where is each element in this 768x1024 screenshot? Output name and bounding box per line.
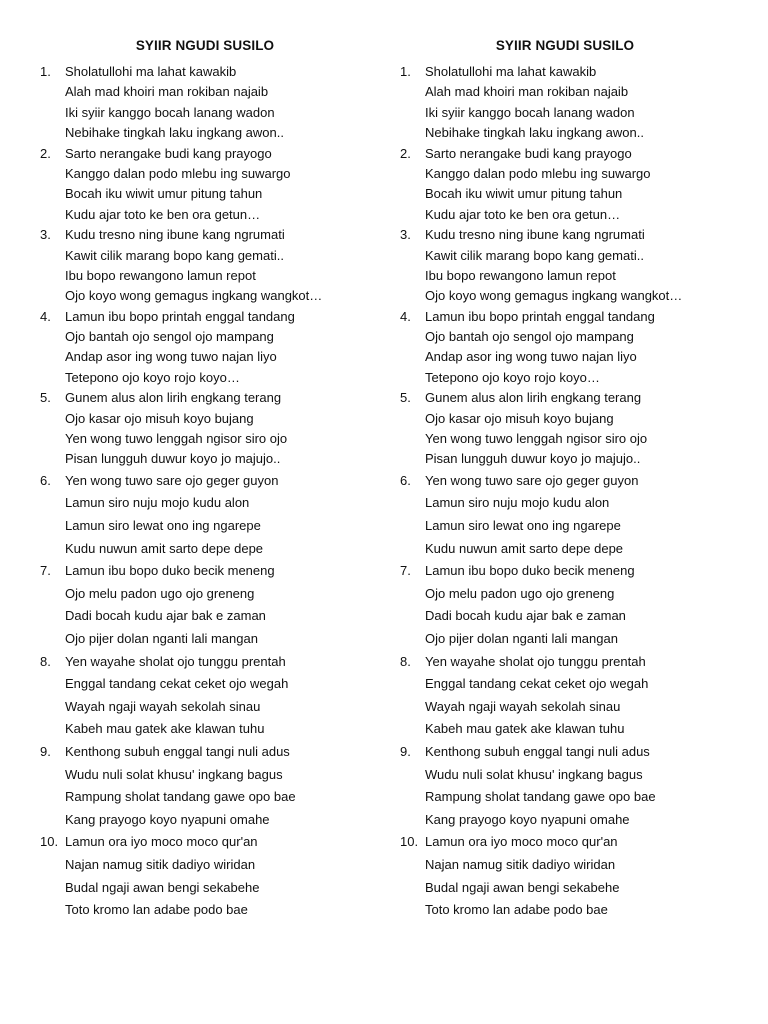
verse-line — [400, 764, 760, 787]
verse-text: Kang prayogo koyo nyapuni omahe — [65, 811, 270, 827]
verse-text: Najan namug sitik dadiyo wiridan — [65, 856, 256, 872]
verse-text: Kawit cilik marang bopo kang gemati.. — [425, 247, 644, 263]
verse-line — [40, 831, 400, 854]
stanza-number: 8. — [400, 653, 411, 669]
verse-line — [400, 164, 760, 184]
stanza-number: 2. — [400, 145, 411, 161]
verse-text: Gunem alus alon lirih engkang terang — [65, 390, 282, 406]
stanza-number: 3. — [400, 227, 411, 243]
verse-text: Toto kromo lan adabe podo bae — [65, 902, 248, 918]
stanza-number: 1. — [400, 64, 411, 79]
verse-text: Lamun ibu bopo duko becik meneng — [65, 563, 275, 579]
verse-text: Ojo pijer dolan nganti lali mangan — [65, 630, 258, 646]
verse-line — [40, 854, 400, 877]
stanza-number: 3. — [40, 227, 51, 243]
verse-line — [40, 877, 400, 900]
stanza-number: 9. — [40, 743, 51, 759]
verse-text: Lamun siro lewat ono ing ngarepe — [425, 518, 621, 533]
verse-line — [400, 246, 760, 266]
verse-text: Lamun ora iyo moco moco qur'an — [65, 834, 258, 850]
stanza — [40, 62, 400, 144]
verse-line — [400, 628, 760, 651]
stanza — [40, 651, 400, 741]
verse-text: Najan namug sitik dadiyo wiridan — [425, 856, 616, 872]
verse-line — [40, 449, 400, 469]
verse-text: Kudu tresno ning ibune kang ngrumati — [425, 227, 645, 243]
stanza-number: 6. — [40, 472, 51, 488]
verse-text: Ojo koyo wong gemagus ingkang wangkot… — [65, 288, 323, 304]
verse-text: Bocah iku wiwit umur pitung tahun — [425, 186, 623, 202]
verse-line — [400, 307, 760, 327]
verse-text: Enggal tandang cekat ceket ojo wegah — [425, 676, 649, 692]
verse-line — [400, 492, 760, 515]
stanza-number: 4. — [40, 308, 51, 324]
verse-text: Kang prayogo koyo nyapuni omahe — [425, 811, 630, 827]
verse-text: Ojo bantah ojo sengol ojo mampang — [65, 329, 274, 345]
verse-text: Iki syiir kanggo bocah lanang wadon — [65, 104, 275, 120]
verse-line — [400, 225, 760, 245]
verse-line — [40, 429, 400, 449]
verse-text: Iki syiir kanggo bocah lanang wadon — [425, 104, 635, 120]
verse-line — [40, 741, 400, 764]
verse-text: Toto kromo lan adabe podo bae — [425, 902, 608, 918]
verse-line — [400, 449, 760, 469]
verse-line — [40, 899, 400, 922]
stanza-number: 7. — [40, 563, 51, 579]
stanza — [400, 307, 760, 389]
verse-line — [400, 696, 760, 719]
stanza — [400, 388, 760, 470]
verse-line — [40, 560, 400, 583]
verse-text: Kanggo dalan podo mlebu ing suwargo — [425, 165, 651, 181]
verse-line — [40, 123, 400, 143]
verse-line — [40, 470, 400, 493]
verse-text: Enggal tandang cekat ceket ojo wegah — [65, 676, 289, 692]
verse-line — [40, 82, 400, 102]
stanza — [400, 144, 760, 226]
verse-line — [40, 764, 400, 787]
stanza — [400, 62, 760, 144]
stanza — [40, 741, 400, 831]
verse-line — [400, 62, 760, 82]
verse-line — [40, 184, 400, 204]
verse-line — [40, 651, 400, 674]
verse-line — [400, 205, 760, 225]
verse-text: Rampung sholat tandang gawe opo bae — [425, 789, 656, 805]
verse-line — [40, 786, 400, 809]
stanza — [40, 470, 400, 560]
verse-line — [400, 286, 760, 306]
verse-line — [40, 538, 400, 561]
verse-text: Sholatullohi ma lahat kawakib — [425, 64, 597, 79]
verse-line — [400, 877, 760, 900]
verse-line — [40, 605, 400, 628]
verse-line — [40, 327, 400, 347]
verse-line — [400, 429, 760, 449]
verse-text: Lamun siro nuju mojo kudu alon — [425, 495, 610, 511]
verse-text: Kudu ajar toto ke ben ora getun… — [425, 206, 621, 222]
verse-line — [400, 368, 760, 388]
verse-line — [40, 103, 400, 123]
verse-line — [40, 246, 400, 266]
verse-text: Lamun siro lewat ono ing ngarepe — [65, 518, 261, 533]
verse-line — [400, 831, 760, 854]
verse-line — [400, 347, 760, 367]
verse-text: Alah mad khoiri man rokiban najaib — [65, 84, 269, 100]
verse-text: Pisan lungguh duwur koyo jo majujo.. — [65, 451, 281, 467]
verse-text: Yen wayahe sholat ojo tunggu prentah — [65, 653, 286, 669]
verse-line — [400, 123, 760, 143]
verse-text: Kudu ajar toto ke ben ora getun… — [65, 206, 261, 222]
stanza-number: 1. — [40, 64, 51, 79]
verse-line — [40, 266, 400, 286]
stanza — [400, 470, 760, 560]
verse-line — [400, 184, 760, 204]
verse-text: Yen wong tuwo lenggah ngisor siro ojo — [65, 431, 288, 447]
verse-text: Ibu bopo rewangono lamun repot — [65, 267, 256, 283]
verse-line — [40, 368, 400, 388]
verse-line — [40, 347, 400, 367]
verse-text: Ojo pijer dolan nganti lali mangan — [425, 630, 618, 646]
verse-text: Ojo kasar ojo misuh koyo bujang — [65, 410, 254, 426]
verse-line — [40, 696, 400, 719]
verse-line — [400, 673, 760, 696]
verse-line — [40, 628, 400, 651]
verse-text: Kabeh mau gatek ake klawan tuhu — [65, 721, 265, 737]
stanza-number: 5. — [400, 390, 411, 406]
verse-text: Ojo melu padon ugo ojo greneng — [65, 585, 255, 601]
verse-text: Kabeh mau gatek ake klawan tuhu — [425, 721, 625, 737]
verse-line — [400, 741, 760, 764]
verse-text: Andap asor ing wong tuwo najan liyo — [425, 349, 637, 365]
verse-text: Rampung sholat tandang gawe opo bae — [65, 789, 296, 805]
stanza — [40, 225, 400, 307]
verse-text: Sholatullohi ma lahat kawakib — [65, 64, 237, 79]
stanza-list — [40, 62, 400, 922]
verse-text: Lamun ibu bopo printah enggal tandang — [65, 308, 295, 324]
verse-text: Bocah iku wiwit umur pitung tahun — [65, 186, 263, 202]
verse-line — [40, 144, 400, 164]
stanza — [40, 388, 400, 470]
verse-text: Nebihake tingkah laku ingkang awon.. — [425, 125, 644, 141]
verse-text: Wayah ngaji wayah sekolah sinau — [425, 698, 621, 714]
verse-text: Budal ngaji awan bengi sekabehe — [65, 879, 260, 895]
stanza — [40, 307, 400, 389]
verse-line — [400, 583, 760, 606]
stanza-list — [400, 62, 760, 922]
verse-text: Lamun ibu bopo printah enggal tandang — [425, 308, 655, 324]
verse-text: Ibu bopo rewangono lamun repot — [425, 267, 616, 283]
verse-line — [40, 718, 400, 741]
verse-text: Budal ngaji awan bengi sekabehe — [425, 879, 620, 895]
verse-text: Yen wong tuwo sare ojo geger guyon — [65, 472, 279, 488]
verse-text: Lamun ibu bopo duko becik meneng — [425, 563, 635, 579]
verse-line — [40, 307, 400, 327]
verse-line — [400, 470, 760, 493]
verse-line — [400, 266, 760, 286]
verse-text: Kenthong subuh enggal tangi nuli adus — [65, 743, 290, 759]
verse-line — [40, 515, 400, 538]
verse-text: Yen wong tuwo sare ojo geger guyon — [425, 472, 639, 488]
verse-line — [40, 809, 400, 832]
stanza — [400, 741, 760, 831]
verse-text: Ojo kasar ojo misuh koyo bujang — [425, 410, 614, 426]
verse-text: Andap asor ing wong tuwo najan liyo — [65, 349, 277, 365]
verse-text: Lamun ora iyo moco moco qur'an — [425, 834, 618, 850]
verse-line — [40, 205, 400, 225]
verse-line — [400, 560, 760, 583]
verse-text: Ojo melu padon ugo ojo greneng — [425, 585, 615, 601]
stanza-number: 10. — [400, 834, 419, 850]
verse-text: Yen wayahe sholat ojo tunggu prentah — [425, 653, 646, 669]
verse-line — [400, 899, 760, 922]
verse-text: Yen wong tuwo lenggah ngisor siro ojo — [425, 431, 648, 447]
verse-line — [40, 583, 400, 606]
verse-text: Kudu nuwun amit sarto depe depe — [425, 540, 624, 556]
verse-text: Wudu nuli solat khusu' ingkang bagus — [425, 766, 643, 782]
stanza — [400, 651, 760, 741]
verse-line — [400, 718, 760, 741]
verse-line — [400, 82, 760, 102]
stanza — [400, 225, 760, 307]
verse-line — [400, 103, 760, 123]
verse-text: Tetepono ojo koyo rojo koyo… — [65, 369, 240, 385]
verse-text: Kawit cilik marang bopo kang gemati.. — [65, 247, 284, 263]
verse-text: Alah mad khoiri man rokiban najaib — [425, 84, 629, 100]
verse-line — [400, 651, 760, 674]
verse-text: Tetepono ojo koyo rojo koyo… — [425, 369, 600, 385]
verse-text: Sarto nerangake budi kang prayogo — [425, 145, 632, 161]
verse-line — [40, 388, 400, 408]
verse-text: Kudu nuwun amit sarto depe depe — [65, 540, 264, 556]
verse-text: Kudu tresno ning ibune kang ngrumati — [65, 227, 285, 243]
verse-line — [400, 144, 760, 164]
verse-line — [40, 62, 400, 82]
verse-text: Kenthong subuh enggal tangi nuli adus — [425, 743, 650, 759]
verse-text: Dadi bocah kudu ajar bak e zaman — [425, 608, 626, 624]
verse-line — [400, 515, 760, 538]
stanza — [40, 560, 400, 650]
verse-line — [40, 492, 400, 515]
verse-text: Gunem alus alon lirih engkang terang — [425, 390, 642, 406]
verse-text: Kanggo dalan podo mlebu ing suwargo — [65, 165, 291, 181]
stanza — [400, 831, 760, 921]
stanza-number: 2. — [40, 145, 51, 161]
verse-line — [400, 327, 760, 347]
stanza-number: 8. — [40, 653, 51, 669]
stanza — [40, 831, 400, 921]
stanza — [40, 144, 400, 226]
page-title: SYIIR NGUDI SUSILO — [495, 38, 635, 53]
verse-text: Dadi bocah kudu ajar bak e zaman — [65, 608, 266, 624]
verse-line — [40, 225, 400, 245]
verse-text: Pisan lungguh duwur koyo jo majujo.. — [425, 451, 641, 467]
stanza-number: 10. — [40, 834, 59, 850]
verse-line — [400, 786, 760, 809]
stanza-number: 6. — [400, 472, 411, 488]
stanza-number: 9. — [400, 743, 411, 759]
verse-text: Lamun siro nuju mojo kudu alon — [65, 495, 250, 511]
verse-line — [40, 286, 400, 306]
verse-line — [400, 388, 760, 408]
verse-line — [400, 538, 760, 561]
verse-line — [400, 809, 760, 832]
page-title: SYIIR NGUDI SUSILO — [135, 38, 275, 53]
verse-text: Wudu nuli solat khusu' ingkang bagus — [65, 766, 283, 782]
verse-line — [40, 673, 400, 696]
stanza-number: 5. — [40, 390, 51, 406]
verse-line — [400, 605, 760, 628]
stanza-number: 7. — [400, 563, 411, 579]
verse-text: Sarto nerangake budi kang prayogo — [65, 145, 272, 161]
verse-line — [40, 164, 400, 184]
verse-text: Ojo bantah ojo sengol ojo mampang — [425, 329, 634, 345]
verse-text: Ojo koyo wong gemagus ingkang wangkot… — [425, 288, 683, 304]
verse-text: Wayah ngaji wayah sekolah sinau — [65, 698, 261, 714]
verse-line — [40, 409, 400, 429]
verse-line — [400, 854, 760, 877]
verse-line — [400, 409, 760, 429]
stanza-number: 4. — [400, 308, 411, 324]
verse-text: Nebihake tingkah laku ingkang awon.. — [65, 125, 284, 141]
stanza — [400, 560, 760, 650]
